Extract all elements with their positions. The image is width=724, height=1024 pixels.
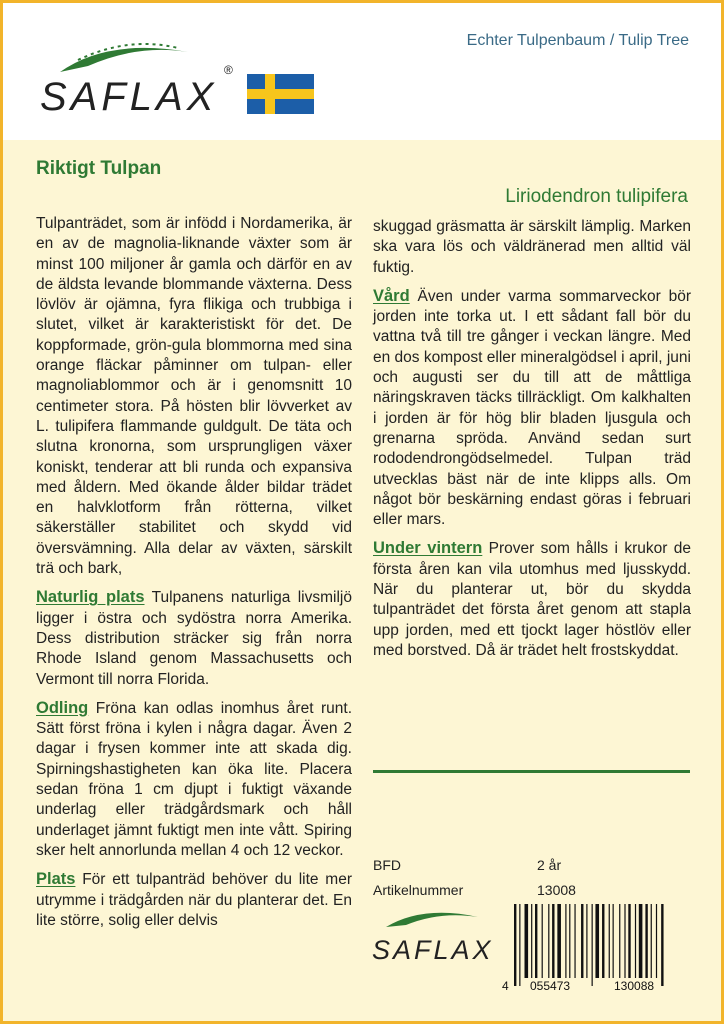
- barcode-bar: [624, 904, 625, 978]
- barcode-bar: [595, 904, 599, 978]
- section-text: Prover som hålls i krukor de första åren kan vila utomhus med ljusskydd. När du planterar ut, bör du skydda tulpanträdet det första året genom att stapla upp jorden, med ett tjockt lager höstlöv eller med borstved. Då är trädet helt frostskyddat.: [373, 540, 691, 659]
- section-plats: [36, 869, 352, 931]
- barcode: [502, 902, 692, 994]
- saflax-logo: [38, 30, 238, 120]
- section-naturlig-plats: [36, 587, 352, 689]
- logo-swoosh: [386, 913, 478, 927]
- barcode-bar: [619, 904, 620, 978]
- barcode-bar: [557, 904, 561, 978]
- barcode-digits-left: 055473: [530, 979, 571, 993]
- barcode-bar: [628, 904, 630, 978]
- plats-continued: skuggad gräsmatta är särskilt lämplig. Marken ska vara lös och väldränerad men alltid väl fuktig.: [373, 218, 691, 276]
- section-heading: Vård: [373, 286, 410, 305]
- barcode-bar: [569, 904, 570, 978]
- saflax-logo-small: [368, 905, 498, 967]
- barcode-bar: [519, 904, 520, 986]
- divider: [373, 770, 690, 773]
- section-text: Tulpanens naturliga livsmiljö ligger i östra och sydöstra norra Amerika. Dess distribution sträcker sig från norra Rhode Island genom Massachusetts och Vermont till norra Florida.: [36, 589, 352, 688]
- barcode-bar: [592, 904, 593, 986]
- article-number-value: 13008: [537, 882, 576, 898]
- section-heading: Plats: [36, 870, 76, 889]
- barcode-bars: [514, 904, 664, 986]
- product-tagline: Echter Tulpenbaum / Tulip Tree: [466, 32, 689, 49]
- barcode-bar: [651, 904, 652, 978]
- section-odling: [36, 698, 352, 861]
- barcode-bar: [535, 904, 537, 978]
- section-under-vintern: [373, 538, 691, 661]
- section-vard: [373, 286, 691, 531]
- section-text: För ett tulpanträd behöver du lite mer utrymme i trädgården när du planterar det. En lite större, solig eller delvis: [36, 871, 352, 929]
- barcode-bar: [661, 904, 663, 986]
- article-number-label: Artikelnummer: [373, 882, 464, 898]
- barcode-bar: [531, 904, 532, 978]
- barcode-bar: [635, 904, 636, 978]
- barcode-bar: [586, 904, 587, 978]
- barcode-bar: [548, 904, 549, 978]
- barcode-bar: [514, 904, 516, 986]
- section-text: Även under varma sommarveckor bör jorden inte torka ut. I ett sådant fall bör du vattna två till tre gånger i veckan längre. Med en dos kompost eller mineralgödsel i april, juni och augusti ser du till att de måttliga näringskraven täcks tillräckligt. Om kalkhalten i jorden är för hög blir bladen ljusgula och grenarna spröda. Använd sedan surt rododendrongödselmedel. Tulpan träd utvecklas bäst när de inte klipps alls. Om något bör beskärning endast göras i februari eller mars.: [373, 287, 691, 529]
- logo-wordmark: SAFLAX: [40, 75, 218, 119]
- barcode-digits-lead: 4: [502, 979, 509, 993]
- logo-wordmark: SAFLAX: [372, 935, 494, 965]
- section-heading: Odling: [36, 698, 89, 717]
- page-title: Riktigt Tulpan: [36, 158, 162, 179]
- barcode-bar: [613, 904, 614, 978]
- section-heading: Under vintern: [373, 539, 483, 558]
- swedish-flag-icon: [247, 74, 314, 114]
- barcode-bar: [645, 904, 647, 978]
- bfd-value: 2 år: [537, 857, 562, 873]
- intro-paragraph: Tulpanträdet, som är infödd i Nordamerika, är en av de magnolia-liknande växter som är minst 100 miljoner år gamla och därför en av de äldsta levande blommande växterna. Dess lövlöv är ojämna, fyra flikiga och trubbiga i slutet, vilket är karakteristiskt för det. De koppformade, grön-gula blommorna med sina orange fläckar påminner om tulpan- eller magnoliablommor och är i genomsnitt 10 centimeter stora. På hösten blir lövverket av L. tulipifera flammande guldgult. De täta och slutna kronorna, som ursprungligen växer koniskt, tenderar att bli runda och expansiva med åldern. Med ökande ålder bildar trädet en halvklotform från rötterna, vilket säkerställer stabilitet och skydd vid översvämning. Alla delar av växten, särskilt trä och bark,: [36, 215, 352, 578]
- barcode-bar: [656, 904, 657, 978]
- latin-name: Liriodendron tulipifera: [505, 186, 688, 207]
- barcode-bar: [602, 904, 604, 978]
- section-text: Fröna kan odlas inomhus året runt. Sätt först fröna i kylen i några dagar. Även 2 dagar i frysen kommer inte att skada dig. Spirningshastigheten kan öka lite. Placera sedan fröna 1 cm djupt i fuktigt växande underlag eller trädgårdsmark och håll underlaget jämnt fuktigt men inte vått. Spiring sker helt annorlunda mellan 4 och 12 veckor.: [36, 699, 352, 859]
- barcode-bar: [609, 904, 610, 978]
- barcode-bar: [542, 904, 543, 978]
- barcode-bar: [565, 904, 566, 978]
- barcode-bar: [552, 904, 554, 978]
- barcode-bar: [574, 904, 575, 978]
- right-column: [373, 217, 691, 669]
- barcode-bar: [581, 904, 583, 978]
- barcode-bar: [639, 904, 643, 978]
- section-heading: Naturlig plats: [36, 588, 145, 607]
- registered-mark: ®: [224, 63, 233, 77]
- barcode-digits-right: 130088: [614, 979, 655, 993]
- barcode-bar: [525, 904, 529, 978]
- left-column: [36, 214, 352, 939]
- bfd-label: BFD: [373, 857, 401, 873]
